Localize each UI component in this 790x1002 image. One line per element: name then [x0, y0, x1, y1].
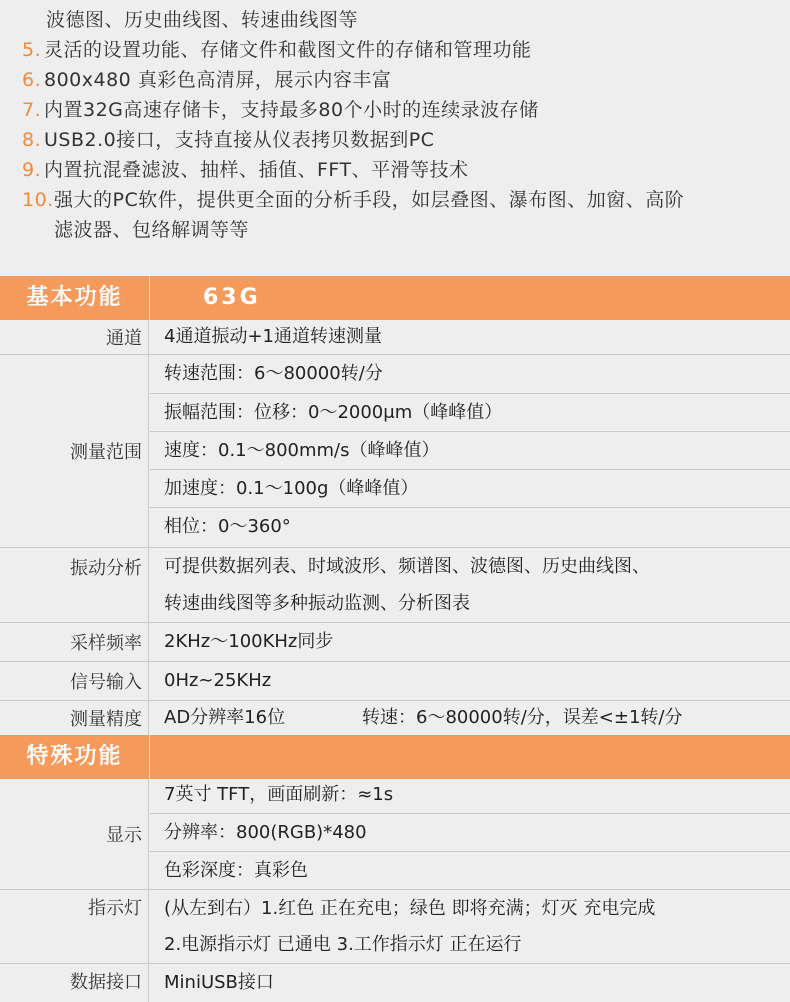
ad-resolution: AD分辨率16位: [164, 707, 286, 728]
table-row: [0, 320, 790, 355]
row-value: 分辨率：800(RGB)*480: [150, 813, 790, 851]
table-row: [0, 355, 790, 548]
speed-accuracy: 转速：6～80000转/分，误差<±1转/分: [362, 707, 683, 728]
row-value: 4通道振动+1通道转速测量: [164, 326, 382, 347]
row-value: 2KHz～100KHz同步: [164, 631, 334, 652]
row-label: 测量范围: [0, 355, 149, 547]
row-value: 加速度：0.1～100g（峰峰值）: [150, 469, 790, 507]
feature-text: 内置抗混叠滤波、抽样、插值、FFT、平滑等技术: [44, 159, 469, 181]
row-value: 0Hz~25KHz: [164, 670, 272, 691]
row-value: 相位：0～360°: [150, 507, 790, 545]
row-label-text: 指示灯: [88, 898, 142, 919]
row-label: [0, 890, 149, 963]
table-row: [0, 623, 790, 662]
model-name: 63G: [203, 285, 261, 310]
row-label: 振动分析: [0, 548, 149, 622]
special-section-header: [0, 735, 790, 779]
row-label: 显示: [0, 779, 149, 889]
feature-text: 内置32G高速存储卡，支持最多80个小时的连续录波存储: [44, 99, 539, 121]
row-value: [150, 701, 790, 735]
row-value: 可提供数据列表、时域波形、频谱图、波德图、历史曲线图、: [164, 556, 650, 577]
feature-text: 强大的PC软件，提供更全面的分析手段，如层叠图、瀑布图、加窗、高阶: [54, 189, 685, 211]
table-row: [0, 701, 790, 735]
table-row: [0, 964, 790, 1002]
header-divider: [149, 735, 150, 779]
row-label: 采样频率: [0, 623, 149, 661]
table-row: [0, 662, 790, 701]
row-value: 色彩深度：真彩色: [150, 851, 790, 889]
header-divider: [149, 276, 150, 320]
row-label: 通道: [0, 320, 149, 354]
basic-section-header: [0, 276, 790, 320]
table-row: [0, 548, 790, 623]
row-value: 7英寸 TFT，画面刷新：≈1s: [164, 784, 394, 805]
feature-number: 5.: [22, 39, 42, 61]
row-value: 速度：0.1～800mm/s（峰峰值）: [150, 431, 790, 469]
row-value: MiniUSB接口: [164, 972, 274, 993]
feature-number: 7.: [22, 99, 42, 121]
row-value: (从左到右）1.红色 正在充电；绿色 即将充满；灯灭 充电完成: [164, 898, 656, 919]
feature-number: 6.: [22, 69, 42, 91]
special-section-title: 特殊功能: [26, 744, 123, 769]
feature-number: 10.: [22, 189, 54, 211]
row-value: 振幅范围：位移：0～2000μm（峰峰值）: [150, 393, 790, 431]
feature-text: 灵活的设置功能、存储文件和截图文件的存储和管理功能: [44, 39, 532, 61]
table-row: [0, 890, 790, 964]
row-value: 转速范围：6～80000转/分: [164, 363, 383, 384]
row-value: 转速曲线图等多种振动监测、分析图表: [164, 593, 470, 614]
row-label: [0, 964, 149, 1002]
feature-text: 滤波器、包络解调等等: [54, 219, 250, 241]
row-label: 测量精度: [0, 701, 149, 735]
feature-text: USB2.0接口，支持直接从仪表拷贝数据到PC: [44, 129, 435, 151]
table-row: [0, 779, 790, 890]
row-label: 信号输入: [0, 662, 149, 700]
feature-number: 8.: [22, 129, 42, 151]
feature-text: 800x480 真彩色高清屏，展示内容丰富: [44, 69, 392, 91]
feature-text: 波德图、历史曲线图、转速曲线图等: [46, 9, 359, 31]
basic-section-title: 基本功能: [26, 285, 123, 310]
row-label-text: 数据接口: [70, 972, 142, 993]
feature-number: 9.: [22, 159, 42, 181]
row-value: 2.电源指示灯 已通电 3.工作指示灯 正在运行: [164, 934, 522, 955]
